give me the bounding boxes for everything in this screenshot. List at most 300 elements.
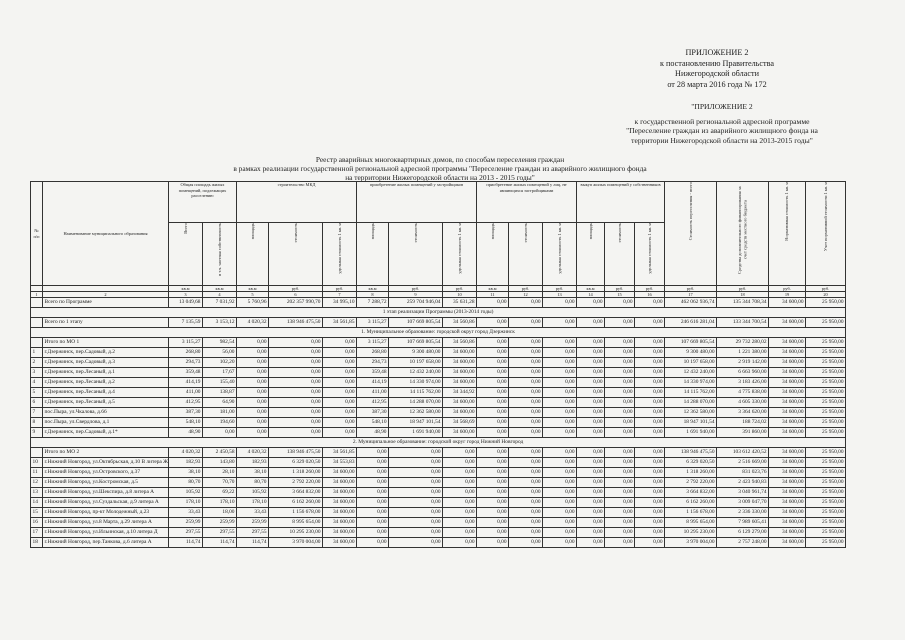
table-cell: 0,00 bbox=[357, 448, 389, 458]
table-cell: кв.м bbox=[237, 286, 269, 292]
table-cell: 34 600,00 bbox=[323, 498, 357, 508]
table-cell bbox=[31, 338, 43, 348]
table-cell: 0,00 bbox=[543, 518, 577, 528]
mo1-total-row bbox=[31, 338, 846, 348]
table-cell: 0,00 bbox=[543, 348, 577, 358]
table-cell: 34 600,00 bbox=[443, 368, 477, 378]
table-cell: 9 300 480,00 bbox=[389, 348, 443, 358]
table-cell: 34 600,00 bbox=[769, 448, 806, 458]
table-cell: 387,30 bbox=[357, 408, 389, 418]
table-cell: 0,00 bbox=[323, 368, 357, 378]
table-cell: 297,55 bbox=[169, 528, 203, 538]
table-cell: 0,00 bbox=[477, 468, 509, 478]
table-cell: 25 950,00 bbox=[806, 378, 846, 388]
table-cell: 10 295 230,00 bbox=[665, 528, 717, 538]
table-cell: руб. bbox=[806, 286, 846, 292]
table-cell: 12 362 580,00 bbox=[665, 408, 717, 418]
table-row bbox=[31, 518, 846, 528]
table-cell: 414,19 bbox=[357, 378, 389, 388]
table-cell: 0,00 bbox=[605, 398, 635, 408]
appendix2-header bbox=[562, 102, 882, 145]
table-cell: 0,00 bbox=[509, 448, 543, 458]
table-cell: 0,00 bbox=[357, 538, 389, 548]
table-cell: 0,00 bbox=[577, 538, 605, 548]
hdr-c8: площадь bbox=[357, 223, 389, 286]
table-cell: 11 bbox=[477, 292, 509, 298]
hdr-c16: удельная стоимость 1 кв. м bbox=[635, 223, 665, 286]
table-cell: 0,00 bbox=[543, 388, 577, 398]
table-cell: 0,00 bbox=[509, 368, 543, 378]
table-cell: 297,55 bbox=[237, 528, 269, 538]
table-cell: 0,00 bbox=[635, 458, 665, 468]
table-cell: 9 bbox=[389, 292, 443, 298]
hdr-group-buyout: выкуп жилых помещений у собственников bbox=[577, 182, 665, 223]
table-cell: 3 bbox=[31, 368, 43, 378]
table-cell: 0,00 bbox=[635, 358, 665, 368]
table-cell: 7 135,59 bbox=[169, 318, 203, 328]
table-cell: 414,19 bbox=[169, 378, 203, 388]
table-cell bbox=[31, 318, 43, 328]
table-cell: 34 560,86 bbox=[443, 338, 477, 348]
table-row bbox=[31, 418, 846, 428]
table-cell: 2 792 220,00 bbox=[269, 478, 323, 488]
appendix2-line-2: к государственной региональной адресной программе bbox=[634, 116, 810, 126]
table-cell bbox=[31, 298, 43, 308]
table-cell: 0,00 bbox=[635, 348, 665, 358]
table-cell: 143,80 bbox=[203, 458, 237, 468]
table-cell: 25 950,00 bbox=[806, 478, 846, 488]
table-cell: 34 600,00 bbox=[323, 508, 357, 518]
table-cell: 16 bbox=[31, 518, 43, 528]
table-cell: 0,00 bbox=[605, 488, 635, 498]
table-cell: 12 432 240,00 bbox=[665, 368, 717, 378]
table-row bbox=[31, 538, 846, 548]
table-cell: 412,95 bbox=[169, 398, 203, 408]
table-cell: 0,00 bbox=[509, 298, 543, 308]
table-cell: 0,00 bbox=[577, 448, 605, 458]
table-cell: 268,80 bbox=[357, 348, 389, 358]
table-cell: 34 600,00 bbox=[443, 398, 477, 408]
table-cell: 0,00 bbox=[323, 428, 357, 438]
table-row bbox=[31, 478, 846, 488]
table-cell: 7 288,72 bbox=[357, 298, 389, 308]
table-cell: 0,00 bbox=[509, 318, 543, 328]
hdr-c9: стоимость bbox=[389, 223, 443, 286]
table-cell: 34 600,00 bbox=[769, 338, 806, 348]
table-cell: 20 bbox=[806, 292, 846, 298]
table-cell: 246 616 281,04 bbox=[665, 318, 717, 328]
table-cell: г.Нижний Новгород, ул.Шекспира, д.8 литера А bbox=[43, 488, 169, 498]
table-cell: руб. bbox=[543, 286, 577, 292]
table-cell: 107 669 805,54 bbox=[665, 338, 717, 348]
table-cell: 10 197 658,00 bbox=[389, 358, 443, 368]
table-cell: 14 115 762,00 bbox=[665, 388, 717, 398]
table-cell: 0,00 bbox=[477, 448, 509, 458]
appendix-line-2: к постановлению Правительства bbox=[659, 58, 775, 68]
table-cell: 0,00 bbox=[357, 468, 389, 478]
table-cell: 1 691 940,00 bbox=[665, 428, 717, 438]
table-cell: 2 bbox=[31, 358, 43, 368]
table-cell: 0,00 bbox=[477, 488, 509, 498]
table-cell: 34 600,00 bbox=[769, 468, 806, 478]
table-row bbox=[31, 348, 846, 358]
table-cell: г.Дзержинск, пер.Садовый, д.1* bbox=[43, 428, 169, 438]
table-cell: 0,00 bbox=[357, 498, 389, 508]
table-cell: 0,00 bbox=[389, 498, 443, 508]
table-cell: 831 023,76 bbox=[717, 468, 769, 478]
table-cell: 25 950,00 bbox=[806, 538, 846, 548]
table-cell: 0,00 bbox=[389, 478, 443, 488]
table-cell: 297,55 bbox=[203, 528, 237, 538]
table-cell: 0,00 bbox=[389, 468, 443, 478]
table-cell: 0,00 bbox=[323, 338, 357, 348]
table-cell: 0,00 bbox=[509, 338, 543, 348]
appendix-line-4: от 28 марта 2016 года № 172 bbox=[667, 79, 767, 89]
table-cell: 0,00 bbox=[635, 388, 665, 398]
table-cell: 2 423 940,83 bbox=[717, 478, 769, 488]
table-cell: г.Нижний Новгород, ул.Островского, д.37 bbox=[43, 468, 169, 478]
table-cell: 0,00 bbox=[237, 408, 269, 418]
table-cell: 0,00 bbox=[543, 488, 577, 498]
table-cell: 0,00 bbox=[635, 408, 665, 418]
table-cell: 0,00 bbox=[577, 408, 605, 418]
table-cell: кв.м bbox=[477, 286, 509, 292]
table-cell: 0,00 bbox=[605, 408, 635, 418]
table-cell: 0,00 bbox=[203, 428, 237, 438]
table-body bbox=[31, 286, 846, 548]
table-cell: 34 600,00 bbox=[769, 498, 806, 508]
table-cell: г.Дзержинск, пер.Лесаный, д.4 bbox=[43, 388, 169, 398]
table-row bbox=[31, 368, 846, 378]
table-cell: 17 bbox=[665, 292, 717, 298]
table-cell: 178,10 bbox=[237, 498, 269, 508]
table-cell: 1 221 380,00 bbox=[717, 348, 769, 358]
table-cell: 182,93 bbox=[169, 458, 203, 468]
mo2-title-row bbox=[31, 438, 846, 448]
table-cell: 0,00 bbox=[577, 428, 605, 438]
table-cell: 1 156 678,00 bbox=[665, 508, 717, 518]
table-cell: г.Нижний Новгород, ул.Суздальская, д.9 литера А bbox=[43, 498, 169, 508]
table-cell: г.Нижний Новгород, ул.Октябрьская, д.10 В литера Ж bbox=[43, 458, 169, 468]
table-row bbox=[31, 398, 846, 408]
table-cell: 0,00 bbox=[635, 538, 665, 548]
table-cell: г.Нижний Новгород, пр-кт Молодежный, д.23 bbox=[43, 508, 169, 518]
table-cell: 18,00 bbox=[203, 508, 237, 518]
table-cell: кв.м bbox=[203, 286, 237, 292]
table-cell: 135 344 708,34 bbox=[717, 298, 769, 308]
table-cell: 80,70 bbox=[169, 478, 203, 488]
table-cell: 5 760,96 bbox=[237, 298, 269, 308]
table-cell: 3 009 047,70 bbox=[717, 498, 769, 508]
table-cell: 34 344,92 bbox=[443, 388, 477, 398]
hdr-mo: Наименование муниципального образования bbox=[43, 182, 169, 286]
table-cell: 0,00 bbox=[323, 388, 357, 398]
table-cell: 25 950,00 bbox=[806, 498, 846, 508]
table-cell: 0,00 bbox=[389, 448, 443, 458]
hdr-group-developers: приобретение жилых помещений у застройщиков bbox=[357, 182, 477, 223]
table-cell: 982,54 bbox=[203, 338, 237, 348]
table-cell: 34 600,00 bbox=[769, 518, 806, 528]
document-title bbox=[195, 155, 685, 183]
table-cell: 0,00 bbox=[605, 448, 635, 458]
table-row bbox=[31, 358, 846, 368]
table-cell: 0,00 bbox=[477, 528, 509, 538]
table-cell: 0,00 bbox=[237, 418, 269, 428]
table-cell: 14 288 070,00 bbox=[665, 398, 717, 408]
table-cell: 0,00 bbox=[605, 388, 635, 398]
table-cell: 38,10 bbox=[237, 468, 269, 478]
table-cell: кв.м bbox=[169, 286, 203, 292]
table-cell: 29 732 280,02 bbox=[717, 338, 769, 348]
table-cell: 34 600,00 bbox=[443, 408, 477, 418]
table-cell: 0,00 bbox=[323, 358, 357, 368]
hdr-c12: стоимость bbox=[509, 223, 543, 286]
title-line-2: в рамках реализации государственной региональной адресной программы "Переселение граждан из аварийного жилищного фонда bbox=[233, 164, 647, 174]
table-cell: 56,00 bbox=[203, 348, 237, 358]
table-cell: 7 bbox=[323, 292, 357, 298]
table-cell: 0,00 bbox=[269, 418, 323, 428]
table-cell: 34 600,00 bbox=[769, 488, 806, 498]
table-cell: 0,00 bbox=[635, 418, 665, 428]
table-cell: 0,00 bbox=[509, 388, 543, 398]
table-cell: 0,00 bbox=[477, 498, 509, 508]
table-cell: 1 156 678,00 bbox=[269, 508, 323, 518]
table-cell: 2 bbox=[43, 292, 169, 298]
table-cell: 0,00 bbox=[635, 468, 665, 478]
table-cell: 0,00 bbox=[269, 428, 323, 438]
table-cell: 0,00 bbox=[389, 508, 443, 518]
table-cell: 0,00 bbox=[357, 528, 389, 538]
table-cell: 34 561,85 bbox=[323, 448, 357, 458]
table-cell: 7 031,92 bbox=[203, 298, 237, 308]
table-cell: 4 605 330,00 bbox=[717, 398, 769, 408]
table-cell: 5 bbox=[237, 292, 269, 298]
table-cell: 0,00 bbox=[443, 518, 477, 528]
table-cell: 0,00 bbox=[635, 488, 665, 498]
table-cell: 0,00 bbox=[269, 388, 323, 398]
table-cell: 0,00 bbox=[635, 508, 665, 518]
table-cell: 4 bbox=[203, 292, 237, 298]
table-cell: 0,00 bbox=[443, 538, 477, 548]
table-cell: 0,00 bbox=[635, 428, 665, 438]
table-cell: 0,00 bbox=[605, 528, 635, 538]
table-cell: г.Нижний Новгород, ул.Ильинская, д.10 литера Д bbox=[43, 528, 169, 538]
table-cell: пос.Пыра, ул.Чкалова, д.66 bbox=[43, 408, 169, 418]
table-cell: 0,00 bbox=[443, 508, 477, 518]
table-cell: 114,74 bbox=[237, 538, 269, 548]
table-cell: 34 600,00 bbox=[769, 318, 806, 328]
table-cell: руб. bbox=[717, 286, 769, 292]
table-cell: 0,00 bbox=[443, 498, 477, 508]
table-cell: 0,00 bbox=[635, 298, 665, 308]
table-cell: 3 040 961,74 bbox=[717, 488, 769, 498]
table-cell: 0,00 bbox=[577, 488, 605, 498]
table-cell: 0,00 bbox=[543, 418, 577, 428]
hdr-c13: удельная стоимость 1 кв. м bbox=[543, 223, 577, 286]
table-cell: 34 561,85 bbox=[323, 318, 357, 328]
table-cell: 178,10 bbox=[169, 498, 203, 508]
table-cell: 0,00 bbox=[477, 358, 509, 368]
section-title: 1 этап реализации Программы (2013-2014 годы) bbox=[31, 308, 846, 318]
table-cell: 105,92 bbox=[237, 488, 269, 498]
table-cell: 0,00 bbox=[509, 478, 543, 488]
table-cell: 3 970 004,00 bbox=[665, 538, 717, 548]
table-cell: 9 bbox=[31, 428, 43, 438]
table-cell: 138 946 475,50 bbox=[269, 318, 323, 328]
table-cell: 8 bbox=[357, 292, 389, 298]
table-cell: 14 115 762,00 bbox=[389, 388, 443, 398]
total-row bbox=[31, 298, 846, 308]
table-cell: 0,00 bbox=[269, 338, 323, 348]
table-cell: 0,00 bbox=[605, 358, 635, 368]
table-cell: 0,00 bbox=[577, 508, 605, 518]
table-cell: 0,00 bbox=[577, 318, 605, 328]
table-cell: 0,00 bbox=[357, 508, 389, 518]
table-cell: 0,00 bbox=[543, 478, 577, 488]
table-cell: 3 664 832,00 bbox=[665, 488, 717, 498]
table-cell: 0,00 bbox=[357, 518, 389, 528]
table-cell: 0,00 bbox=[477, 298, 509, 308]
table-cell: 182,93 bbox=[237, 458, 269, 468]
table-cell: 6 329 020,50 bbox=[269, 458, 323, 468]
table-cell: 359,48 bbox=[169, 368, 203, 378]
table-cell: 18 bbox=[31, 538, 43, 548]
table-cell: 34 600,00 bbox=[769, 418, 806, 428]
table-cell: 3 364 620,00 bbox=[717, 408, 769, 418]
table-cell: 412,95 bbox=[357, 398, 389, 408]
mo2-total-row bbox=[31, 448, 846, 458]
table-cell: кв.м bbox=[357, 286, 389, 292]
table-cell: 0,00 bbox=[605, 318, 635, 328]
table-cell: Всего по 1 этапу bbox=[43, 318, 169, 328]
hdr-c10: удельная стоимость 1 кв. м bbox=[443, 223, 477, 286]
table-cell: 0,00 bbox=[237, 338, 269, 348]
table-cell: 0,00 bbox=[477, 428, 509, 438]
table-cell: руб. bbox=[635, 286, 665, 292]
table-cell: 34 600,00 bbox=[443, 358, 477, 368]
table-cell: 0,00 bbox=[357, 488, 389, 498]
table-cell: 34 568,69 bbox=[443, 418, 477, 428]
table-cell: 35 631,28 bbox=[443, 298, 477, 308]
hdr-num: № п/п bbox=[31, 182, 43, 286]
table-cell: 18 947 101,54 bbox=[665, 418, 717, 428]
table-cell: 0,00 bbox=[635, 498, 665, 508]
table-cell: руб. bbox=[509, 286, 543, 292]
table-cell: 0,00 bbox=[577, 498, 605, 508]
hdr-group-non-developers: приобретение жилых помещений у лиц, не являющихся застройщиками bbox=[477, 182, 577, 223]
table-cell: 0,00 bbox=[635, 448, 665, 458]
table-cell: 0,00 bbox=[635, 528, 665, 538]
table-row bbox=[31, 468, 846, 478]
table-cell: 133 344 700,54 bbox=[717, 318, 769, 328]
table-cell bbox=[31, 448, 43, 458]
table-cell: 6 329 020,50 bbox=[665, 458, 717, 468]
table-cell: 411,00 bbox=[169, 388, 203, 398]
table-cell: 25 950,00 bbox=[806, 368, 846, 378]
table-cell: 0,00 bbox=[509, 488, 543, 498]
table-cell: 0,00 bbox=[357, 458, 389, 468]
table-cell: 0,00 bbox=[543, 408, 577, 418]
registry-table-wrap bbox=[30, 181, 845, 548]
table-cell: 7 989 605,41 bbox=[717, 518, 769, 528]
table-cell: 0,00 bbox=[605, 428, 635, 438]
table-cell: 4 020,32 bbox=[237, 318, 269, 328]
table-cell: руб. bbox=[605, 286, 635, 292]
table-cell: 0,00 bbox=[605, 368, 635, 378]
table-cell: 6 663 960,00 bbox=[717, 368, 769, 378]
appendix2-line-1: "ПРИЛОЖЕНИЕ 2 bbox=[691, 102, 753, 111]
table-cell: 138 946 475,50 bbox=[269, 448, 323, 458]
table-cell: руб. bbox=[389, 286, 443, 292]
table-cell: 10 bbox=[443, 292, 477, 298]
table-cell: 25 950,00 bbox=[806, 408, 846, 418]
table-cell: 12 bbox=[509, 292, 543, 298]
table-cell: 2 757 248,00 bbox=[717, 538, 769, 548]
table-cell: 13 049,68 bbox=[169, 298, 203, 308]
hdr-c19: Нормативная стоимость 1 кв. м bbox=[769, 182, 806, 286]
table-cell: 34 600,00 bbox=[769, 478, 806, 488]
table-cell: 34 600,00 bbox=[769, 408, 806, 418]
table-cell: 0,00 bbox=[443, 478, 477, 488]
table-cell: 34 600,00 bbox=[769, 368, 806, 378]
table-cell: 3 115,27 bbox=[357, 338, 389, 348]
table-cell: г.Нижний Новгород, пер.Танкова, д.6 литера А bbox=[43, 538, 169, 548]
table-cell: 11 bbox=[31, 468, 43, 478]
table-cell: 0,00 bbox=[389, 458, 443, 468]
table-cell: 80,70 bbox=[237, 478, 269, 488]
table-cell: г.Дзержинск, пер.Лесаный, д.1 bbox=[43, 368, 169, 378]
table-cell: 359,48 bbox=[357, 368, 389, 378]
table-cell: 0,00 bbox=[509, 418, 543, 428]
table-cell: 4 020,32 bbox=[169, 448, 203, 458]
table-cell: 0,00 bbox=[323, 408, 357, 418]
table-cell: 0,00 bbox=[605, 338, 635, 348]
table-cell: 14 330 974,00 bbox=[665, 378, 717, 388]
table-cell: 3 183 426,00 bbox=[717, 378, 769, 388]
table-cell: 548,10 bbox=[357, 418, 389, 428]
table-cell: 0,00 bbox=[577, 418, 605, 428]
table-cell: 25 950,00 bbox=[806, 298, 846, 308]
table-cell: 28,10 bbox=[203, 468, 237, 478]
table-cell: 155,40 bbox=[203, 378, 237, 388]
table-cell: 69,22 bbox=[203, 488, 237, 498]
table-cell: 0,00 bbox=[543, 358, 577, 368]
table-cell: 34 995,10 bbox=[323, 298, 357, 308]
table-cell: 3 153,12 bbox=[203, 318, 237, 328]
table-cell: 0,00 bbox=[269, 368, 323, 378]
table-cell: 34 600,00 bbox=[769, 528, 806, 538]
table-cell: 0,00 bbox=[577, 348, 605, 358]
table-cell: 8 bbox=[31, 418, 43, 428]
table-cell: 34 600,00 bbox=[769, 378, 806, 388]
table-cell: 38,10 bbox=[169, 468, 203, 478]
table-cell: 0,00 bbox=[237, 348, 269, 358]
hdr-c14: площадь bbox=[577, 223, 605, 286]
hdr-c20: Учет нормативной стоимости 1 кв. м bbox=[806, 182, 846, 286]
table-cell: 0,00 bbox=[323, 378, 357, 388]
table-cell: 0,00 bbox=[477, 408, 509, 418]
table-cell: 25 950,00 bbox=[806, 338, 846, 348]
table-cell: 14 330 974,00 bbox=[389, 378, 443, 388]
hdr-c11: площадь bbox=[477, 223, 509, 286]
table-cell: 0,00 bbox=[237, 358, 269, 368]
table-cell: 25 950,00 bbox=[806, 528, 846, 538]
table-cell: 0,00 bbox=[509, 458, 543, 468]
table-cell: 48,90 bbox=[357, 428, 389, 438]
table-cell: 25 950,00 bbox=[806, 398, 846, 408]
table-cell: 0,00 bbox=[477, 368, 509, 378]
table-cell: 7 bbox=[31, 408, 43, 418]
